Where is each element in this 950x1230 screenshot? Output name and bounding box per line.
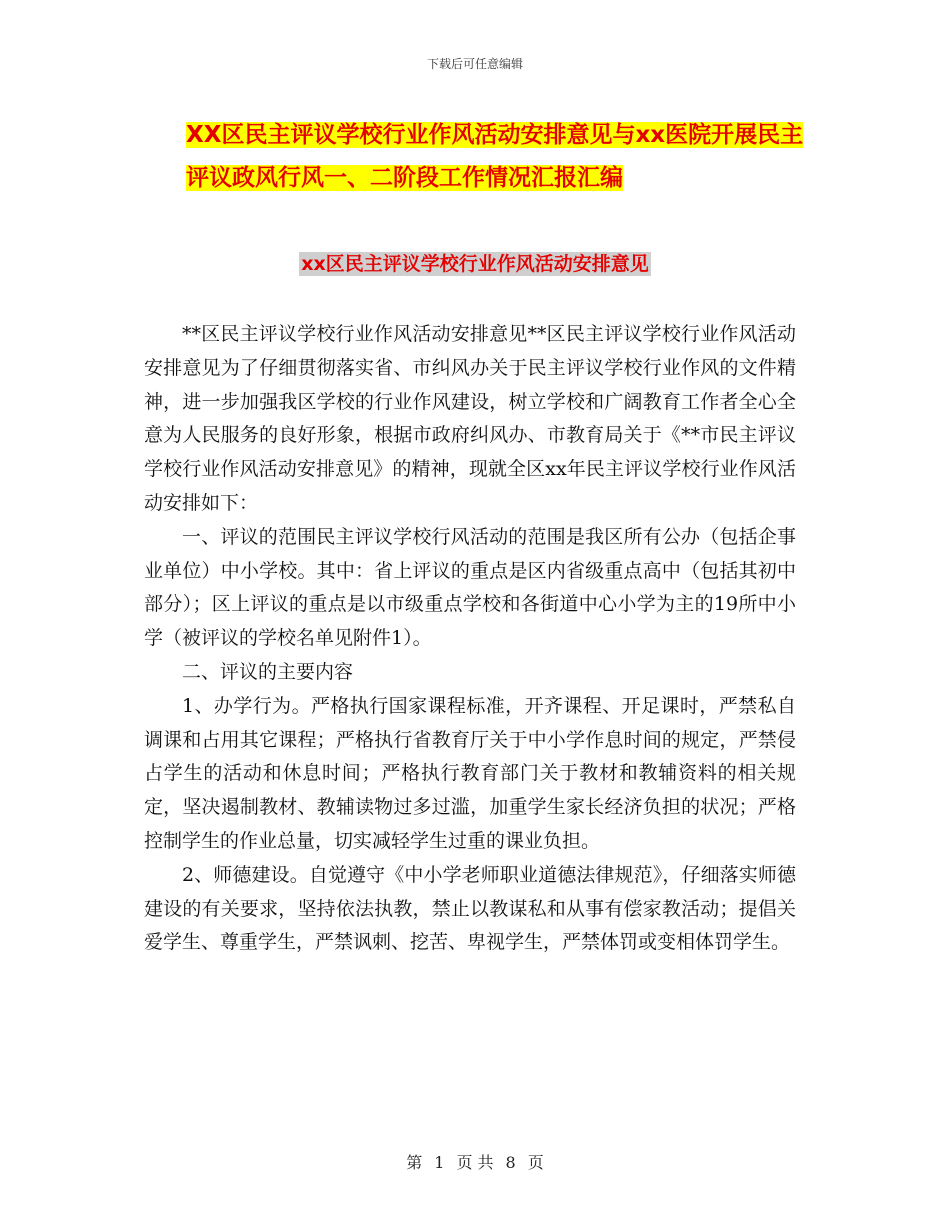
header-note: 下载后可任意编辑: [426, 57, 523, 71]
paragraph-content-heading: 二、评议的主要内容: [182, 660, 354, 683]
page-suffix: 页: [527, 1153, 544, 1172]
paragraph-school-conduct: 1、办学行为。严格执行国家课程标准，开齐课程、开足课时，严禁私自调课和占用其它课程；严格执行省教育厅关于中小学作息时间的规定，严禁侵占学生的活动和休息时间；严格执行教育部门关于教材和教辅资料的相关规定，坚决遏制教材、教辅读物过多过滥，加重学生家长经济负担的状况；严格控制学生的作业总量，切实减轻学生过重的课业负担。: [144, 694, 796, 852]
page-prefix: 第: [406, 1153, 423, 1172]
total-pages: 8: [505, 1153, 516, 1172]
section-title-text: xx区民主评议学校行业作风活动安排意见: [301, 253, 649, 275]
document-title-text: XX区民主评议学校行业作风活动安排意见与xx医院开展民主评议政风行风一、二阶段工作情况汇报汇编: [186, 122, 804, 191]
page-mid: 页 共: [456, 1153, 494, 1172]
paragraph-teacher-ethics: 2、师德建设。自觉遵守《中小学老师职业道德法律规范》，仔细落实师德建设的有关要求，坚持依法执教，禁止以教谋私和从事有偿家教活动；提倡关爱学生、尊重学生，严禁讽刺、挖苦、卑视学生，严禁体罚或变相体罚学生。: [144, 863, 796, 954]
section-title: [0, 249, 950, 276]
page-number: 1: [434, 1153, 445, 1172]
document-title: [186, 114, 826, 200]
document-body: [144, 318, 796, 960]
paragraph-intro: **区民主评议学校行业作风活动安排意见**区民主评议学校行业作风活动安排意见为了仔细贯彻落实省、市纠风办关于民主评议学校行业作风的文件精神，进一步加强我区学校的行业作风建设，树立学校和广阔教育工作者全心全意为人民服务的良好形象，根据市政府纠风办、市教育局关于《**市民主评议学校行业作风活动安排意见》的精神，现就全区xx年民主评议学校行业作风活动安排如下：: [144, 323, 796, 514]
paragraph-scope: 一、评议的范围民主评议学校行风活动的范围是我区所有公办（包括企事业单位）中小学校。其中：省上评议的重点是区内省级重点高中（包括其初中部分）；区上评议的重点是以市级重点学校和各街道中心小学为主的19所中小学（被评议的学校名单见附件1）。: [144, 525, 796, 650]
page-footer: [0, 1150, 950, 1173]
